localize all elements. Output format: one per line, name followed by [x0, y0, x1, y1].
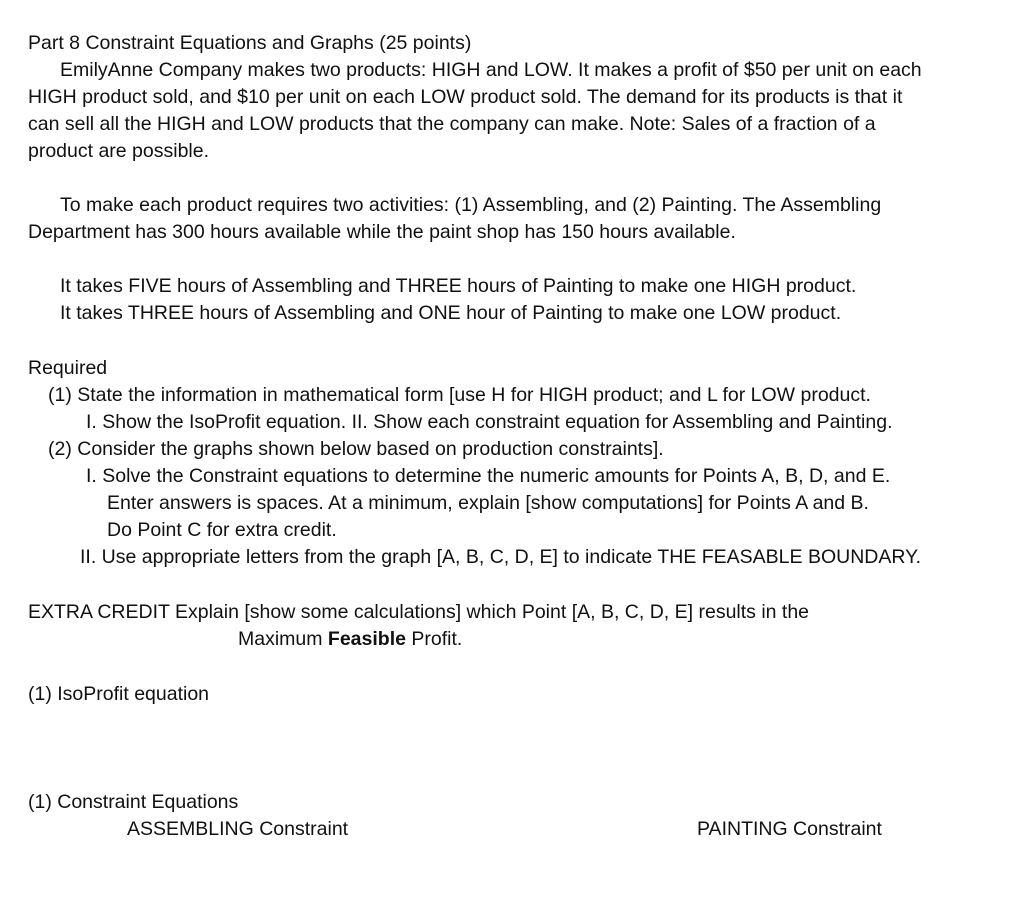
extra-credit-post: Profit. — [405, 628, 463, 650]
hours-line-2: It takes THREE hours of Assembling and ONE hour of Painting to make one LOW product. — [60, 302, 842, 324]
constraints-label: (1) Constraint Equations — [28, 791, 239, 813]
extra-credit-pre: Maximum — [238, 628, 328, 650]
required-item-2-sub-1-cont: Enter answers is spaces. At a minimum, explain [show computations] for Points A and B. — [107, 492, 869, 514]
required-item-2-sub-1: I. Solve the Constraint equations to determine the numeric amounts for Points A, B, D, and E. — [86, 465, 891, 487]
extra-credit-line-2 — [238, 626, 462, 653]
intro-line-3: can sell all the HIGH and LOW products that the company can make. Note: Sales of a fraction of a — [28, 113, 876, 135]
hours-line-1: It takes FIVE hours of Assembling and THREE hours of Painting to make one HIGH product. — [60, 275, 857, 297]
assembling-constraint-label: ASSEMBLING Constraint — [127, 818, 349, 840]
painting-constraint-label: PAINTING Constraint — [697, 818, 882, 840]
activities-line-1: To make each product requires two activities: (1) Assembling, and (2) Painting. The Assembling — [60, 194, 882, 216]
intro-line-2: HIGH product sold, and $10 per unit on each LOW product sold. The demand for its products is that it — [28, 86, 903, 108]
extra-credit-bold: Feasible — [327, 628, 406, 650]
required-item-1: (1) State the information in mathematical form [use H for HIGH product; and L for LOW product. — [48, 384, 871, 406]
extra-credit-line-1: EXTRA CREDIT Explain [show some calculations] which Point [A, B, C, D, E] results in the — [28, 601, 810, 623]
required-item-2-sub-1-extra: Do Point C for extra credit. — [107, 519, 337, 541]
required-heading: Required — [28, 357, 108, 379]
intro-line-4: product are possible. — [28, 140, 210, 162]
required-item-1-sub: I. Show the IsoProfit equation. II. Show each constraint equation for Assembling and Painting. — [86, 411, 893, 433]
required-item-2-sub-2: II. Use appropriate letters from the graph [A, B, C, D, E] to indicate THE FEASABLE BOUNDARY. — [80, 546, 922, 568]
isoprofit-label: (1) IsoProfit equation — [28, 683, 210, 705]
page-title: Part 8 Constraint Equations and Graphs (25 points) — [28, 32, 472, 54]
intro-line-1: EmilyAnne Company makes two products: HIGH and LOW. It makes a profit of $50 per unit on each — [60, 59, 922, 81]
activities-line-2: Department has 300 hours available while the paint shop has 150 hours available. — [28, 221, 736, 243]
required-item-2: (2) Consider the graphs shown below based on production constraints]. — [48, 438, 664, 460]
